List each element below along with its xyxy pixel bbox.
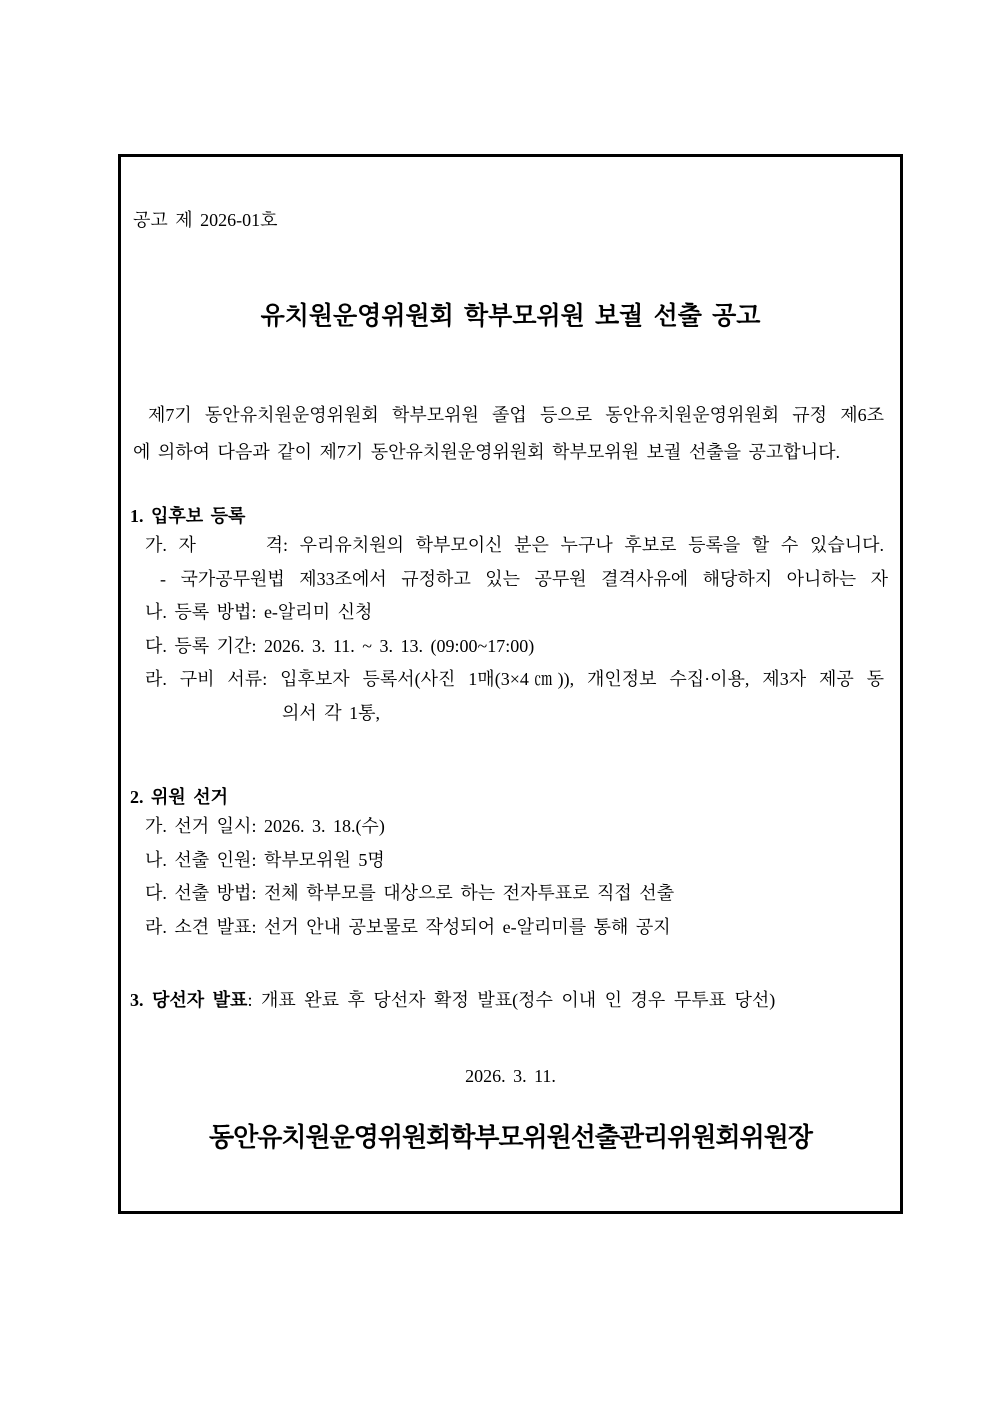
item-required-documents: 라. 구비 서류: 입후보자 등록서(사진 1매(3×4㎝)), 개인정보 수집·이용, 제3자 제공 동 bbox=[145, 669, 884, 689]
item-qualification-note: - 국가공무원법 제33조에서 규정하고 있는 공무원 결격사유에 해당하지 아니하는 자 bbox=[160, 568, 888, 589]
intro-paragraph bbox=[133, 397, 884, 471]
item-registration-period: 다. 등록 기간: 2026. 3. 11. ~ 3. 13. (09:00~17:00) bbox=[145, 635, 535, 656]
section-2-items bbox=[121, 810, 900, 944]
announcement-date: 2026. 3. 11. bbox=[465, 1066, 556, 1086]
section-candidate-registration bbox=[121, 503, 900, 730]
item-qualification: 가. 자 격: 우리유치원의 학부모이신 분은 누구나 후보로 등록을 할 수 있습니다. bbox=[145, 535, 884, 555]
item-required-documents-continued: 의서 각 1통, bbox=[282, 702, 381, 723]
item-election-datetime: 가. 선거 일시: 2026. 3. 18.(수) bbox=[145, 816, 385, 836]
section-3-text: : 개표 완료 후 당선자 확정 발표(정수 이내 인 경우 무투표 당선) bbox=[247, 990, 776, 1010]
intro-line-1: 제7기 동안유치원운영위원회 학부모위원 졸업 등으로 동안유치원운영위원회 규정 제6조 bbox=[148, 405, 884, 425]
section-2-heading: 2. 위원 선거 bbox=[130, 787, 229, 807]
section-3-heading: 3. 당선자 발표 bbox=[130, 990, 248, 1010]
item-opinion-announcement: 라. 소견 발표: 선거 안내 공보물로 작성되어 e-알리미를 통해 공지 bbox=[145, 916, 671, 937]
announcement-document bbox=[118, 154, 903, 1214]
intro-line-2: 에 의하여 다음과 같이 제7기 동안유치원운영위원회 학부모위원 보궐 선출을 공고합니다. bbox=[133, 442, 840, 462]
section-election bbox=[121, 784, 900, 944]
item-number-elected: 나. 선출 인원: 학부모위원 5명 bbox=[145, 849, 385, 870]
item-election-method: 다. 선출 방법: 전체 학부모를 대상으로 하는 전자투표로 직접 선출 bbox=[145, 883, 675, 903]
signature-line: 동안유치원운영위원회학부모위원선출관리위원회위원장 bbox=[209, 1123, 812, 1152]
item-registration-method: 나. 등록 방법: e-알리미 신청 bbox=[145, 602, 373, 622]
section-1-heading: 1. 입후보 등록 bbox=[130, 506, 246, 526]
page-title: 유치원운영위원회 학부모위원 보궐 선출 공고 bbox=[260, 303, 761, 330]
section-winner-announcement bbox=[130, 986, 884, 1014]
doc-number: 공고 제 2026-01호 bbox=[133, 210, 278, 230]
section-1-items bbox=[121, 529, 900, 730]
